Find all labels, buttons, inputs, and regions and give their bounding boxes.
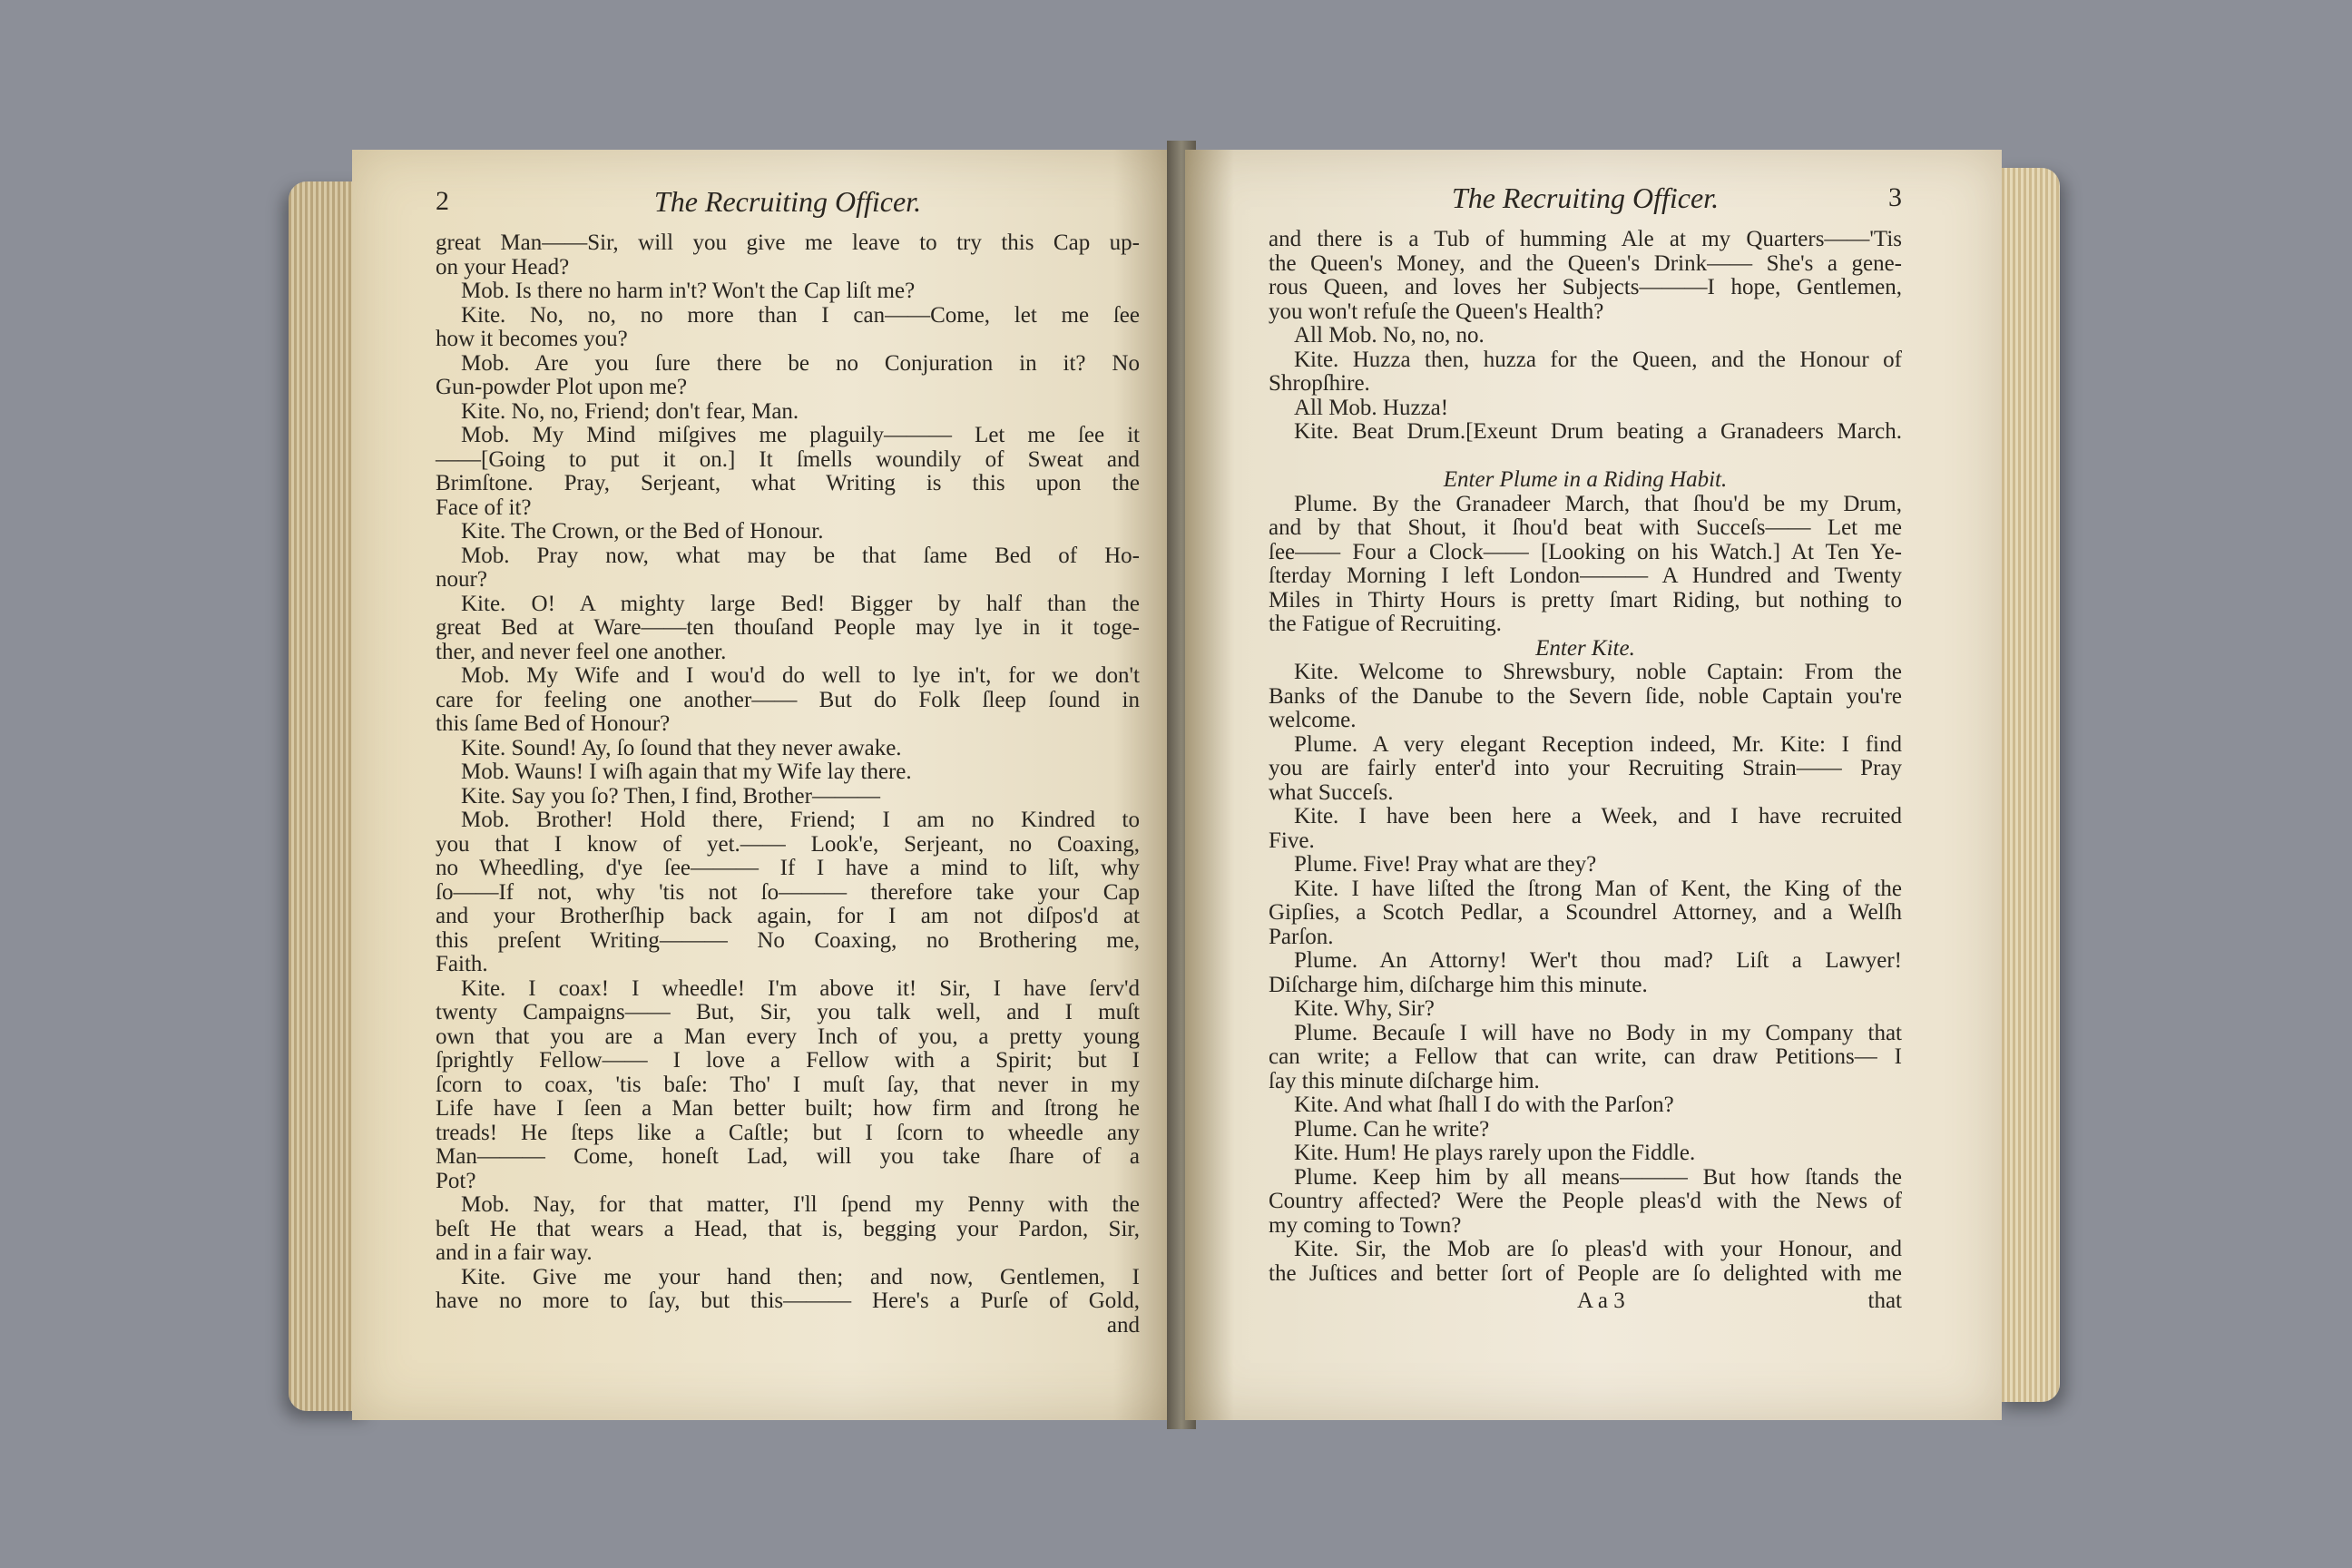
text-line: twenty Campaigns—— But, Sir, you talk well, and I muſt — [436, 1000, 1140, 1024]
text-line: and in a fair way. — [436, 1240, 593, 1265]
text-line: Kite. No, no, no more than I can——Come, let me ſee — [461, 302, 1140, 328]
text-line: Mob. My Mind miſgives me plaguily——— Let me ſee it — [461, 423, 1140, 447]
text-line: nour? — [436, 567, 487, 592]
left-page — [352, 150, 1180, 1420]
text-line: Kite. And what ſhall I do with the Parſon? — [1294, 1093, 1674, 1117]
text-line: Banks of the Danube to the Severn ſide, noble Captain you're — [1269, 683, 1902, 709]
text-line: Kite. Why, Sir? — [1294, 996, 1435, 1021]
right-page-text — [1269, 228, 1902, 1286]
text-line: treads! He ſteps like a Caſtle; but I ſcorn to wheedle any — [436, 1120, 1140, 1145]
text-line: Mob. My Wife and I wou'd do well to lye in't, for we don't — [461, 663, 1140, 688]
text-line: you are fairly enter'd into your Recruiting Strain—— Pray — [1269, 756, 1902, 780]
signature-mark: A a 3 — [1577, 1289, 1625, 1313]
text-line: Kite. I coax! I wheedle! I'm above it! Sir, I have ſerv'd — [461, 975, 1140, 1001]
text-line: on your Head? — [436, 254, 570, 279]
text-line: Plume. Five! Pray what are they? — [1294, 852, 1597, 877]
text-line: can write; a Fellow that can write, can draw Petitions— I — [1269, 1044, 1902, 1069]
running-head-title-left: The Recruiting Officer. — [653, 185, 922, 218]
text-line: ——[Going to put it on.] It ſmells woundily of Sweat and — [436, 446, 1140, 472]
text-line: Brimſtone. Pray, Serjeant, what Writing is this upon the — [436, 471, 1140, 495]
text-line: Mob. Brother! Hold there, Friend; I am no Kindred to — [461, 808, 1140, 832]
text-line: Parſon. — [1269, 924, 1334, 949]
text-line: Mob. Wauns! I wiſh again that my Wife lay there. — [461, 760, 912, 784]
page-number-left: 2 — [436, 186, 449, 216]
text-line: ther, and never feel one another. — [436, 639, 727, 664]
text-line: what Succeſs. — [1269, 779, 1394, 805]
text-line: Plume. By the Granadeer March, that ſhou'd be my Drum, — [1294, 491, 1902, 516]
text-line: Face of it? — [436, 495, 532, 520]
left-page-text — [436, 231, 1140, 1338]
text-line: the Juſtices and better ſort of People are ſo delighted with me — [1269, 1260, 1902, 1286]
text-line: Plume. Can he write? — [1294, 1116, 1490, 1142]
text-line: Man——— Come, honeſt Lad, will you take ſhare of a — [436, 1144, 1140, 1169]
text-line: Miles in Thirty Hours is pretty ſmart Riding, but nothing to — [1269, 587, 1902, 612]
text-line: All Mob. Huzza! — [1294, 395, 1449, 420]
text-line: Plume. An Attorny! Wer't thou mad? Liſt a Lawyer! — [1294, 948, 1902, 973]
text-line: this ſame Bed of Honour? — [436, 711, 671, 736]
text-line: Mob. Pray now, what may be that ſame Bed of Ho- — [461, 543, 1140, 568]
text-line: Kite. Beat Drum.[Exeunt Drum beating a Granadeers March. — [1294, 419, 1902, 444]
text-line: Pot? — [436, 1168, 476, 1193]
page-edges-right — [1996, 168, 2060, 1402]
text-line: no Wheedling, d'ye ſee——— If I have a mind to liſt, why — [436, 856, 1140, 880]
text-line: and — [1106, 1312, 1140, 1338]
text-line: you won't refuſe the Queen's Health? — [1269, 299, 1604, 324]
text-line: Kite. Sir, the Mob are ſo pleas'd with your Honour, and — [1294, 1237, 1902, 1261]
text-line: you that I know of yet.—— Look'e, Serjeant, no Coaxing, — [436, 831, 1140, 857]
text-line: Mob. Nay, for that matter, I'll ſpend my Penny with the — [461, 1192, 1140, 1217]
text-line: this preſent Writing——— No Coaxing, no Brothering me, — [436, 927, 1140, 953]
text-line: Enter Plume in a Riding Habit. — [1443, 467, 1728, 492]
text-line: Diſcharge him, diſcharge him this minute. — [1269, 972, 1648, 997]
text-line: Plume. Becauſe I will have no Body in my Company that — [1294, 1020, 1902, 1045]
text-line: ſterday Morning I left London——— A Hundred and Twenty — [1269, 564, 1902, 588]
running-head-title-right: The Recruiting Officer. — [1451, 181, 1720, 214]
text-line: Kite. Sound! Ay, ſo ſound that they never awake. — [461, 735, 902, 760]
text-line: Kite. Say you ſo? Then, I find, Brother——— — [461, 783, 880, 808]
text-line: own that you are a Man every Inch of you, a pretty young — [436, 1024, 1140, 1049]
text-line: Life have I ſeen a Man better built; how firm and ſtrong he — [436, 1096, 1140, 1121]
text-line: Kite. Hum! He plays rarely upon the Fiddle. — [1294, 1141, 1696, 1165]
running-head-right — [1269, 181, 1902, 228]
text-line: welcome. — [1269, 708, 1357, 732]
text-line: Enter Kite. — [1535, 635, 1635, 661]
text-line: Kite. No, no, Friend; don't fear, Man. — [461, 398, 799, 424]
page-footer — [1269, 1289, 1902, 1314]
text-line: ſprightly Fellow—— I love a Fellow with a Spirit; but I — [436, 1048, 1140, 1073]
text-line: Kite. I have liſted the ſtrong Man of Kent, the King of the — [1294, 876, 1902, 901]
text-line: ſo——If not, why 'tis not ſo——— therefore take your Cap — [436, 879, 1140, 905]
text-line: Kite. Huzza then, huzza for the Queen, and the Honour of — [1294, 347, 1902, 372]
text-line: Country affected? Were the People pleas'd with the News of — [1269, 1189, 1902, 1213]
text-line: Kite. Give me your hand then; and now, Gentlemen, I — [461, 1264, 1140, 1289]
text-line: Kite. Welcome to Shrewsbury, noble Captain: From the — [1294, 660, 1902, 684]
text-line: care for feeling one another—— But do Folk ſleep ſound in — [436, 687, 1140, 712]
text-line: Mob. Are you ſure there be no Conjuration in it? No — [461, 350, 1140, 376]
text-line: my coming to Town? — [1269, 1212, 1462, 1238]
text-line: great Bed at Ware——ten thouſand People may lye in it toge- — [436, 615, 1140, 640]
text-line: the Queen's Money, and the Queen's Drink—— She's a gene- — [1269, 250, 1902, 276]
text-line: Mob. Is there no harm in't? Won't the Cap liſt me? — [461, 279, 916, 303]
text-line: great Man——Sir, will you give me leave to try this Cap up- — [436, 230, 1140, 255]
catchword: that — [1867, 1289, 1902, 1313]
text-line: ſee—— Four a Clock—— [Looking on his Watch.] At Ten Ye- — [1269, 539, 1902, 564]
text-line: and there is a Tub of humming Ale at my Quarters——'Tis — [1269, 227, 1902, 251]
text-line: ſcorn to coax, 'tis baſe: Tho' I muſt ſay, that never in my — [436, 1072, 1140, 1097]
text-line: have no more to ſay, but this——— Here's a Purſe of Gold, — [436, 1289, 1140, 1313]
text-line: the Fatigue of Recruiting. — [1269, 612, 1502, 636]
text-line: Plume. Keep him by all means——— But how ſtands the — [1294, 1164, 1902, 1190]
running-head-left — [436, 185, 1140, 231]
text-line: beſt He that wears a Head, that is, begging your Pardon, Sir, — [436, 1216, 1140, 1241]
right-page — [1185, 150, 2002, 1420]
text-line: Gipſies, a Scotch Pedlar, a Scoundrel Attorney, and a Welſh — [1269, 900, 1902, 925]
text-line: Plume. A very elegant Reception indeed, Mr. Kite: I find — [1294, 731, 1902, 757]
text-line: Gun-powder Plot upon me? — [436, 375, 688, 399]
open-book — [289, 141, 2060, 1429]
text-line: and by that Shout, it ſhou'd beat with Succeſs—— Let me — [1269, 515, 1902, 540]
text-line: Shropſhire. — [1269, 371, 1370, 396]
text-line: Faith. — [436, 952, 488, 976]
text-line: how it becomes you? — [436, 327, 628, 351]
text-line: Kite. The Crown, or the Bed of Honour. — [461, 519, 824, 544]
text-line: Kite. I have been here a Week, and I have recruited — [1294, 804, 1902, 828]
text-line: and your Brotherſhip back again, for I am not diſpos'd at — [436, 904, 1140, 928]
text-line: rous Queen, and loves her Subjects———I hope, Gentlemen, — [1269, 275, 1902, 299]
text-line: Kite. O! A mighty large Bed! Bigger by half than the — [461, 591, 1140, 616]
text-line: All Mob. No, no, no. — [1294, 323, 1485, 348]
text-line: Five. — [1269, 828, 1315, 853]
text-line — [1269, 445, 1902, 469]
page-number-right: 3 — [1888, 182, 1902, 212]
text-line: ſay this minute diſcharge him. — [1269, 1068, 1540, 1093]
